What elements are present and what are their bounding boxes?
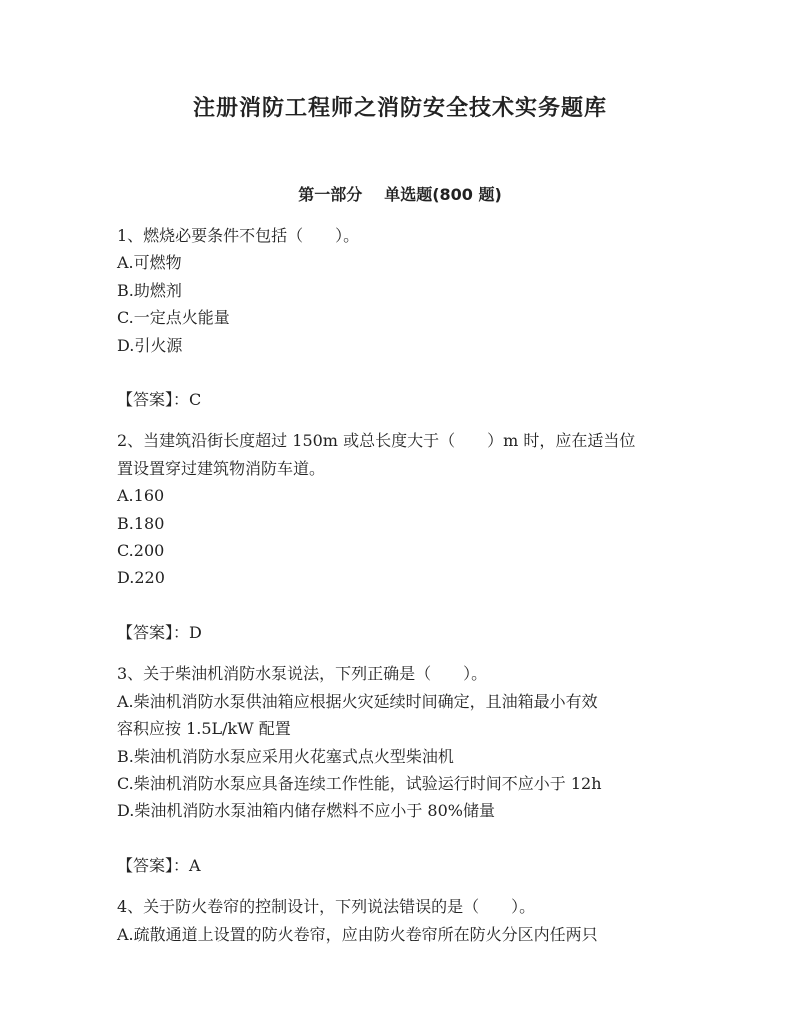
option-b: B.180 bbox=[117, 513, 165, 533]
option-a-continued: 容积应按 1.5L/kW 配置 bbox=[117, 719, 291, 739]
option-c: C.200 bbox=[117, 541, 165, 561]
question-stem: 2、当建筑沿街长度超过 150m 或总长度大于（ ）m 时，应在适当位 bbox=[117, 431, 636, 451]
option-a: A.柴油机消防水泵供油箱应根据火灾延续时间确定，且油箱最小有效 bbox=[117, 691, 598, 711]
option-a: A.疏散通道上设置的防火卷帘，应由防火卷帘所在防火分区内任两只 bbox=[117, 924, 598, 944]
question-3 bbox=[117, 660, 677, 893]
answer-value: A bbox=[189, 855, 201, 875]
question-1 bbox=[117, 222, 677, 427]
document-title: 注册消防工程师之消防安全技术实务题库 bbox=[192, 96, 607, 121]
answer-line bbox=[117, 619, 677, 646]
option-b: B.助燃剂 bbox=[117, 280, 182, 300]
option-c: C.一定点火能量 bbox=[117, 308, 230, 328]
answer-value: C bbox=[189, 390, 202, 410]
option-d: D.柴油机消防水泵油箱内储存燃料不应小于 80%储量 bbox=[117, 801, 495, 821]
question-list bbox=[117, 222, 677, 948]
answer-label: 【答案】： bbox=[117, 622, 190, 642]
option-d: D.220 bbox=[117, 568, 165, 588]
question-stem: 4、关于防火卷帘的控制设计，下列说法错误的是（ ）。 bbox=[117, 897, 536, 917]
section-part: 第一部分 bbox=[298, 185, 363, 204]
answer-label: 【答案】： bbox=[117, 390, 190, 410]
option-a: A.可燃物 bbox=[117, 253, 182, 273]
section-name: 单选题(800 题) bbox=[384, 185, 502, 204]
question-stem: 1、燃烧必要条件不包括（ ）。 bbox=[117, 226, 360, 245]
option-b: B.柴油机消防水泵应采用火花塞式点火型柴油机 bbox=[117, 746, 454, 766]
question-stem: 3、关于柴油机消防水泵说法，下列正确是（ ）。 bbox=[117, 664, 488, 684]
option-a: A.160 bbox=[117, 486, 165, 506]
question-4 bbox=[117, 893, 677, 948]
answer-line bbox=[117, 852, 677, 879]
answer-label: 【答案】： bbox=[117, 855, 190, 875]
question-stem-continued: 置设置穿过建筑物消防车道。 bbox=[117, 458, 326, 478]
answer-line bbox=[117, 386, 677, 413]
option-d: D.引火源 bbox=[117, 335, 183, 355]
section-heading bbox=[0, 182, 800, 208]
option-c: C.柴油机消防水泵应具备连续工作性能，试验运行时间不应小于 12h bbox=[117, 773, 602, 793]
question-2 bbox=[117, 427, 677, 660]
answer-value: D bbox=[189, 622, 202, 642]
